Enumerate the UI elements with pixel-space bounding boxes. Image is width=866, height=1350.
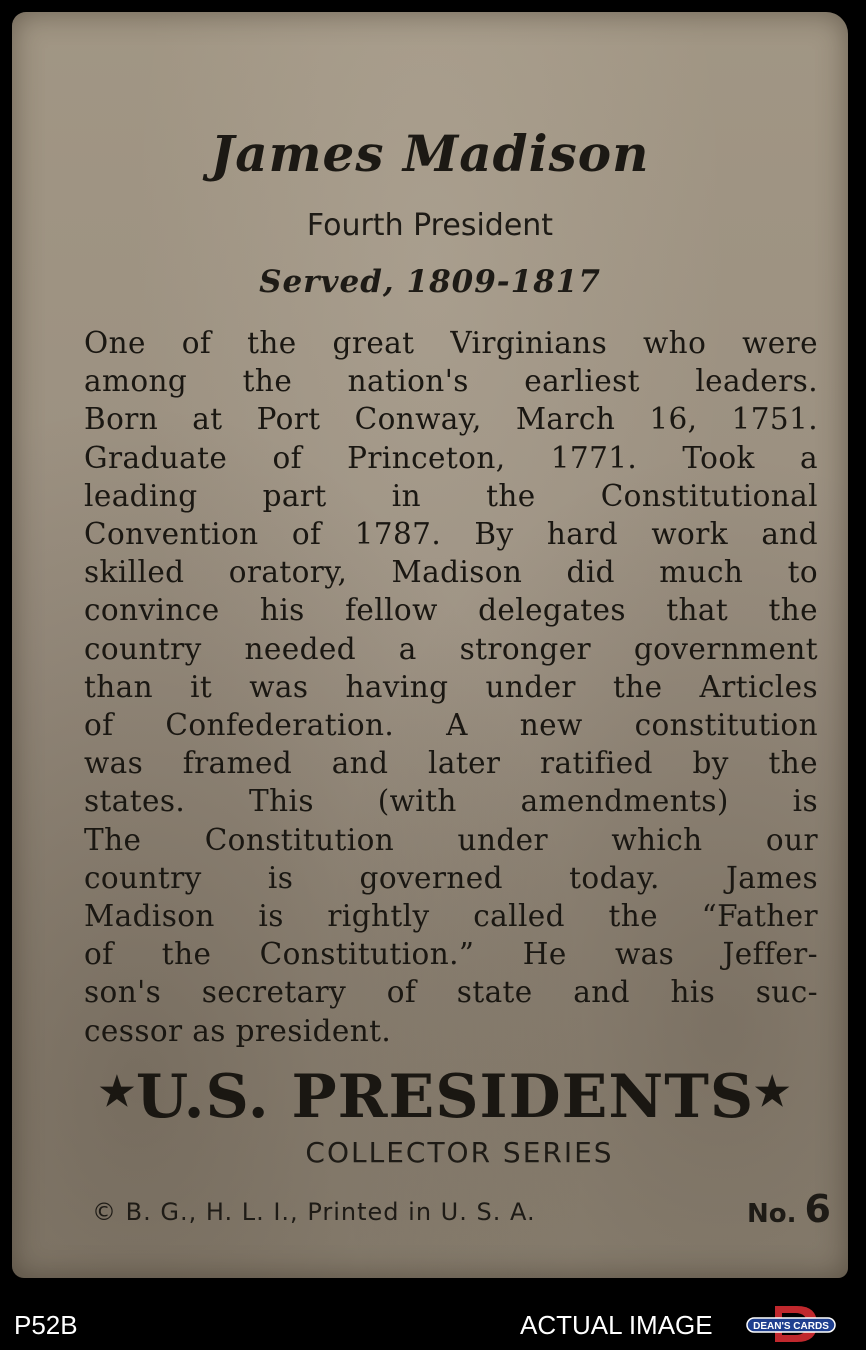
star-icon: ★ bbox=[98, 1068, 136, 1115]
term-served: Served, 1809-1817 bbox=[259, 264, 601, 300]
bio-line: country is governed today. James bbox=[84, 860, 818, 895]
bio-line: The Constitution under which our bbox=[84, 822, 818, 857]
bio-line: cessor as president. bbox=[84, 1013, 392, 1048]
bio-line: Graduate of Princeton, 1771. Took a bbox=[84, 440, 818, 475]
series-title-text: U.S. PRESIDENTS bbox=[135, 1062, 755, 1132]
bio-line: of the Constitution.” He was Jeffer- bbox=[84, 937, 818, 972]
copyright-notice: © B. G., H. L. I., Printed in U. S. A. bbox=[92, 1198, 536, 1226]
bio-line: than it was having under the Articles bbox=[84, 669, 818, 704]
bio-line: was framed and later ratified by the bbox=[84, 746, 818, 781]
bio-line: son's secretary of state and his suc- bbox=[84, 975, 818, 1010]
actual-image-label: ACTUAL IMAGE bbox=[520, 1310, 713, 1340]
bio-line: Born at Port Conway, March 16, 1751. bbox=[84, 402, 818, 437]
bio-line: Madison is rightly called the “Father bbox=[84, 899, 818, 934]
series-title bbox=[12, 1062, 866, 1132]
bio-line: country needed a stronger government bbox=[84, 631, 818, 666]
president-order: Fourth President bbox=[306, 208, 554, 243]
card-number bbox=[747, 1187, 831, 1231]
card-number-label: No. bbox=[747, 1199, 797, 1229]
bio-line: leading part in the Constitutional bbox=[84, 478, 818, 513]
sku-label: P52B bbox=[14, 1310, 78, 1340]
bio-line: of Confederation. A new constitution bbox=[84, 708, 818, 743]
bio-line: Convention of 1787. By hard work and bbox=[84, 517, 818, 552]
logo-text: DEAN'S CARDS bbox=[753, 1321, 829, 1332]
biography-text bbox=[84, 324, 818, 1050]
trading-card-back bbox=[12, 12, 848, 1278]
bio-line: states. This (with amendments) is bbox=[84, 784, 818, 819]
series-subtitle: COLLECTOR SERIES bbox=[305, 1136, 614, 1169]
president-name: James Madison bbox=[210, 124, 650, 183]
card-number-value: 6 bbox=[804, 1187, 831, 1231]
bio-line: One of the great Virginians who were bbox=[84, 326, 818, 360]
deans-cards-logo bbox=[745, 1304, 837, 1344]
bio-line: skilled oratory, Madison did much to bbox=[84, 555, 818, 590]
bio-line: convince his fellow delegates that the bbox=[84, 593, 818, 628]
bio-line: among the nation's earliest leaders. bbox=[84, 364, 818, 399]
star-icon: ★ bbox=[754, 1068, 792, 1115]
